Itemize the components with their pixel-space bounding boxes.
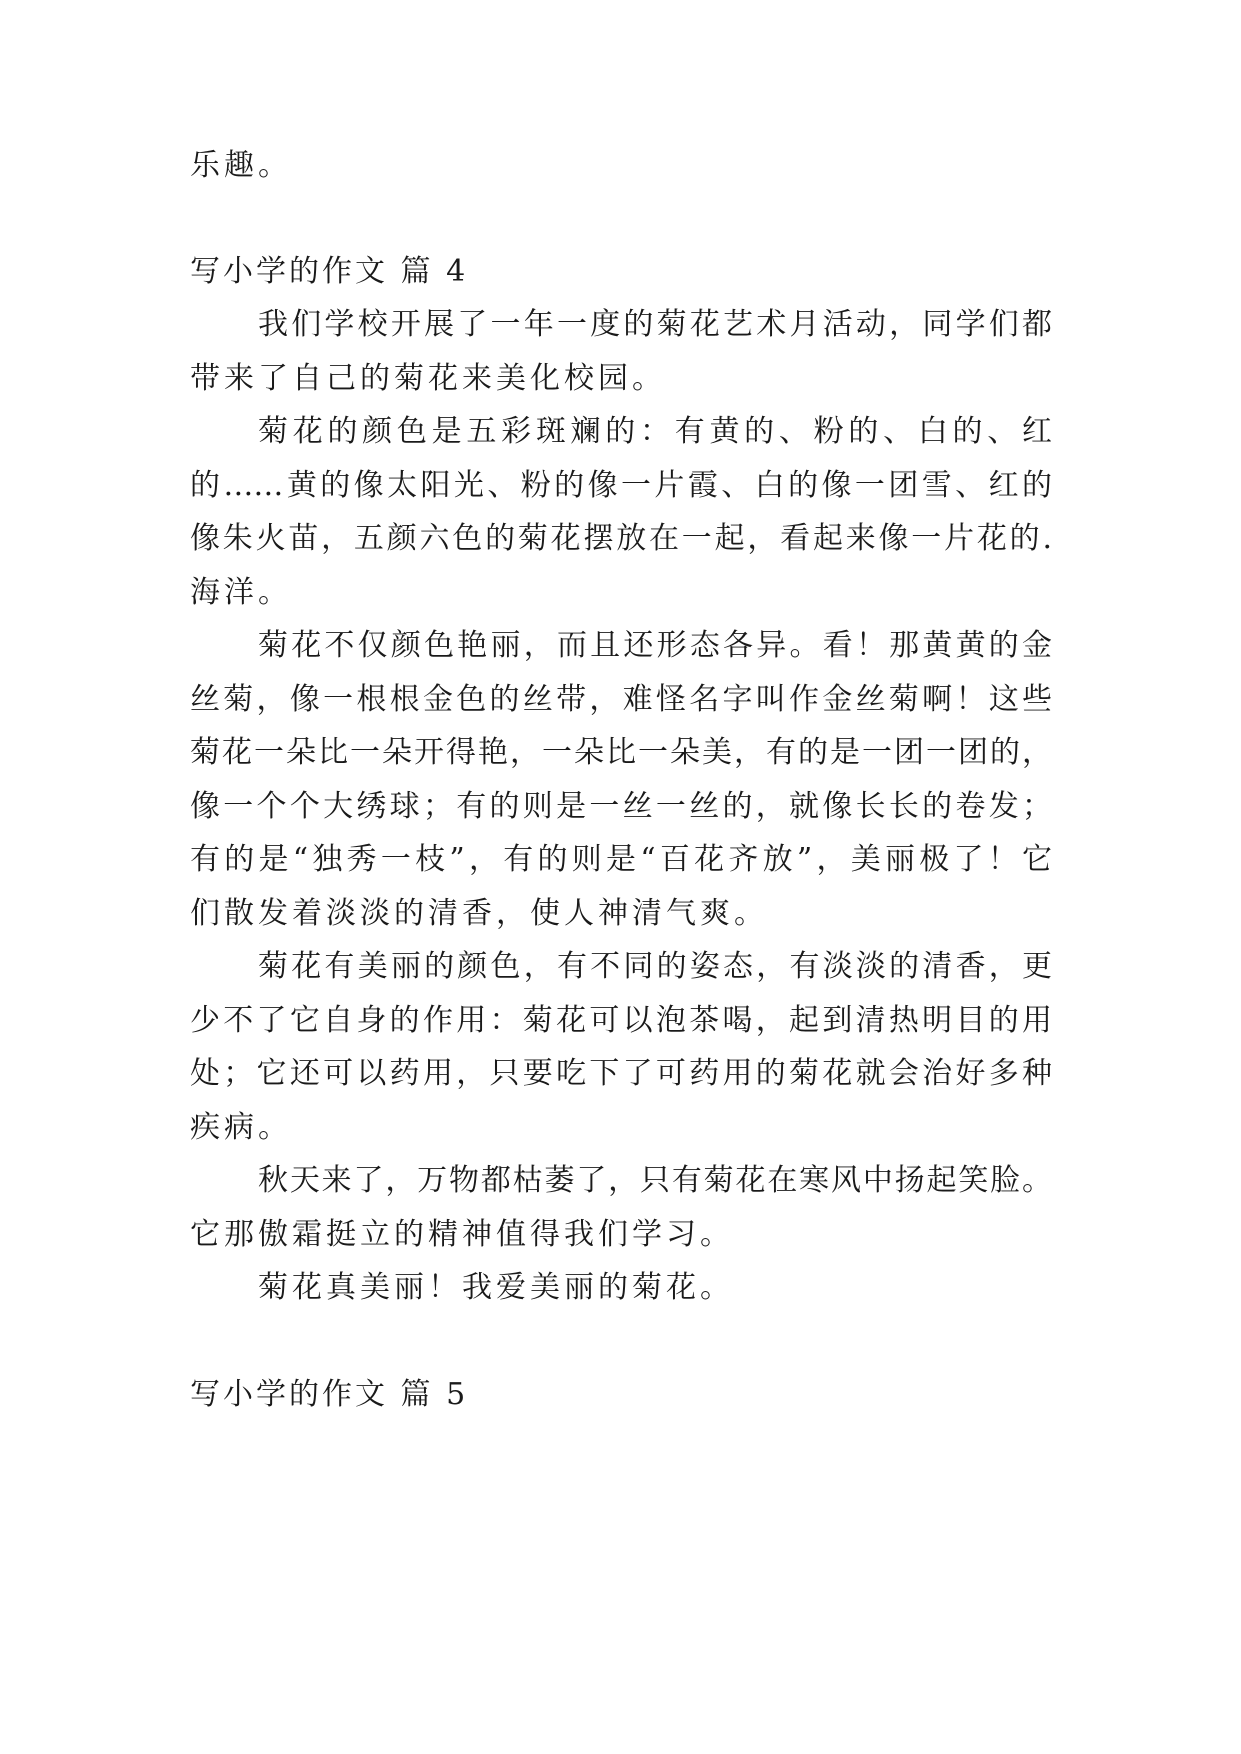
paragraph-line: 的……黄的像太阳光、粉的像一片霞、白的像一团雪、红的	[190, 468, 1052, 503]
paragraph-line: 海洋。	[190, 575, 292, 610]
paragraph-line: 它那傲霜挺立的精神值得我们学习。	[190, 1217, 734, 1252]
paragraph-line: 像朱火苗，五颜六色的菊花摆放在一起，看起来像一片花的.	[190, 521, 1052, 556]
paragraph-line: 菊花不仅颜色艳丽，而且还形态各异。看！那黄黄的金	[258, 628, 1052, 663]
paragraph-line: 像一个个大绣球；有的则是一丝一丝的，就像长长的卷发；	[190, 789, 1052, 824]
paragraph-line: 菊花真美丽！我爱美丽的菊花。	[258, 1270, 734, 1305]
paragraph-line: 我们学校开展了一年一度的菊花艺术月活动，同学们都	[258, 307, 1052, 342]
paragraph-line: 秋天来了，万物都枯萎了，只有菊花在寒风中扬起笑脸。	[258, 1163, 1052, 1198]
paragraph-line: 疾病。	[190, 1110, 292, 1145]
paragraph-line: 菊花一朵比一朵开得艳，一朵比一朵美，有的是一团一团的，	[190, 735, 1052, 770]
paragraph-line: 丝菊，像一根根金色的丝带，难怪名字叫作金丝菊啊！这些	[190, 682, 1052, 717]
paragraph-line: 有的是“独秀一枝”，有的则是“百花齐放”，美丽极了！它	[190, 842, 1052, 877]
paragraph-line: 菊花的颜色是五彩斑斓的：有黄的、粉的、白的、红	[258, 414, 1052, 449]
paragraph-line: 菊花有美丽的颜色，有不同的姿态，有淡淡的清香，更	[258, 949, 1052, 984]
paragraph-line: 们散发着淡淡的清香，使人神清气爽。	[190, 896, 768, 931]
paragraph-line: 带来了自己的菊花来美化校园。	[190, 361, 666, 396]
continuation-text: 乐趣。	[190, 148, 292, 183]
section-4-title: 写小学的作文 篇 4	[190, 254, 469, 289]
section-5-title: 写小学的作文 篇 5	[190, 1377, 469, 1412]
paragraph-line: 处；它还可以药用，只要吃下了可药用的菊花就会治好多种	[190, 1056, 1052, 1091]
paragraph-line: 少不了它自身的作用：菊花可以泡茶喝，起到清热明目的用	[190, 1003, 1052, 1038]
